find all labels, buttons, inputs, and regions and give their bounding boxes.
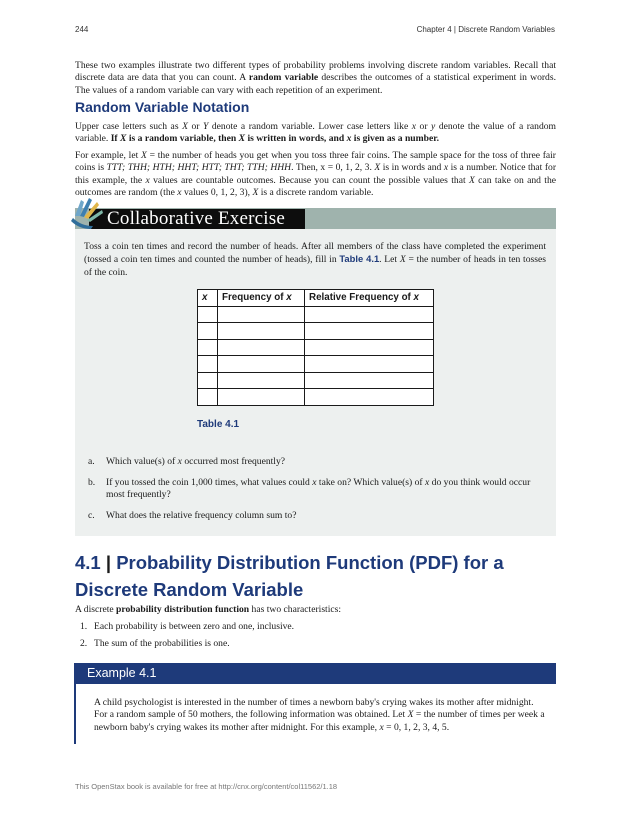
table-cell[interactable] bbox=[305, 306, 434, 323]
intro-paragraph: These two examples illustrate two different types of probability problems involving discrete random variables. Recall that discrete data are data that you can count. A random variable describes the outcomes of a statistical experiment in words. The values of a random variable can vary with each repetition of an experiment. bbox=[75, 60, 556, 96]
chapter-header: Chapter 4 | Discrete Random Variables bbox=[416, 25, 555, 34]
notation-paragraph-2: For example, let X = the number of heads you get when you toss three fair coins. The sample space for the toss of three fair coins is TTT; THH; HTH; HHT; HTT; THT; TTH; HHH. Then, x = 0, 1, 2, 3. X is in words and x is a number. Notice that for this example, the x values are countable outcomes. Because you can count the possible values that X can take on and the outcomes are random (the x values 0, 1, 2, 3), X is a discrete random variable. bbox=[75, 150, 557, 199]
example-title: Example 4.1 bbox=[87, 666, 157, 680]
section-intro: A discrete probability distribution function has two characteristics: bbox=[75, 604, 342, 615]
table-row bbox=[198, 372, 434, 389]
table-row bbox=[198, 306, 434, 323]
table-cell[interactable] bbox=[198, 389, 218, 406]
table-row bbox=[198, 339, 434, 356]
table-cell[interactable] bbox=[305, 339, 434, 356]
collaborative-exercise bbox=[75, 208, 556, 536]
table-cell[interactable] bbox=[218, 323, 305, 340]
table-cell[interactable] bbox=[198, 339, 218, 356]
table-cell[interactable] bbox=[218, 306, 305, 323]
page-number: 244 bbox=[75, 25, 89, 34]
section-heading: 4.1 | Probability Distribution Function (PDF) for a Discrete Random Variable bbox=[75, 552, 504, 600]
footer-note: This OpenStax book is available for free at http://cnx.org/content/col11562/1.18 bbox=[75, 782, 338, 791]
collab-title-box bbox=[89, 209, 305, 229]
hands-icon bbox=[71, 196, 107, 230]
table-cell[interactable] bbox=[218, 339, 305, 356]
table-cell[interactable] bbox=[218, 356, 305, 373]
table-header-row bbox=[198, 290, 434, 307]
col-relative-frequency-header: Relative Frequency of x bbox=[305, 290, 434, 307]
example-text: A child psychologist is interested in the number of times a newborn baby's crying wakes its mother after midnight. For a random sample of 50 mothers, the following information was obtained. Let X = the number of times per week a newborn baby's crying wakes its mother after midnight. For this example, x = 0, 1, 2, 3, 4, 5. bbox=[94, 697, 545, 733]
question-a: a. Which value(s) of x occurred most frequently? bbox=[88, 456, 286, 467]
table-cell[interactable] bbox=[305, 372, 434, 389]
table-row bbox=[198, 356, 434, 373]
table-cell[interactable] bbox=[198, 372, 218, 389]
example-header bbox=[74, 663, 556, 684]
collab-title: Collaborative Exercise bbox=[107, 208, 285, 229]
table-caption: Table 4.1 bbox=[197, 419, 240, 430]
notation-heading: Random Variable Notation bbox=[75, 99, 250, 115]
list-item: 1. Each probability is between zero and one, inclusive. bbox=[80, 621, 295, 632]
table-cell[interactable] bbox=[198, 356, 218, 373]
table-cell[interactable] bbox=[218, 389, 305, 406]
list-item: 2. The sum of the probabilities is one. bbox=[80, 638, 230, 649]
notation-paragraph-1: Upper case letters such as X or Y denote a random variable. Lower case letters like x or y denote the value of a random variable. If X is a random variable, then X is written in words, and x is given as a number. bbox=[75, 121, 557, 145]
table-cell[interactable] bbox=[218, 372, 305, 389]
question-c: c. What does the relative frequency column sum to? bbox=[88, 510, 297, 521]
col-x-header: x bbox=[198, 290, 218, 307]
table-cell[interactable] bbox=[305, 323, 434, 340]
frequency-table bbox=[197, 289, 434, 406]
table-cell[interactable] bbox=[305, 389, 434, 406]
table-4-1-link[interactable]: Table 4.1 bbox=[339, 253, 380, 265]
table-cell[interactable] bbox=[305, 356, 434, 373]
table-row bbox=[198, 323, 434, 340]
table-cell[interactable] bbox=[198, 323, 218, 340]
question-b: b. If you tossed the coin 1,000 times, what values could x take on? Which value(s) of x do you think would occur most frequently? bbox=[88, 477, 531, 501]
col-frequency-header: Frequency of x bbox=[218, 290, 305, 307]
collab-instructions: Toss a coin ten times and record the number of heads. After all members of the class have completed the experiment (tossed a coin ten times and counted the number of heads), fill in Table 4.1. Let X = the number of heads in ten tosses of the coin. bbox=[84, 241, 546, 278]
table-cell[interactable] bbox=[198, 306, 218, 323]
example-left-rule bbox=[74, 684, 76, 744]
table-row bbox=[198, 389, 434, 406]
